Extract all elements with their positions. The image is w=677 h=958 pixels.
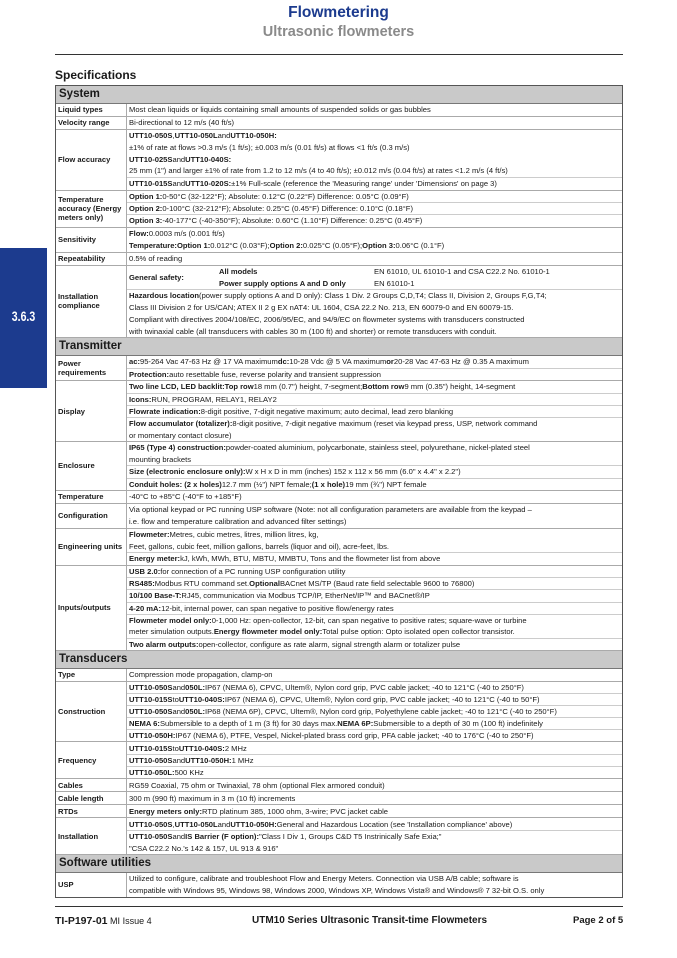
spec-row-cables bbox=[56, 779, 622, 792]
value-segment: UTT10-050L bbox=[174, 131, 218, 141]
value-segment: UTT10-015S bbox=[129, 694, 173, 704]
value-segment: with twinaxial cable (all transducers with cables 30 m (100 ft) and shorter) or remote transducers with conduit. bbox=[129, 326, 497, 336]
row-label: Velocity range bbox=[56, 117, 127, 129]
row-value bbox=[127, 873, 622, 897]
value-line bbox=[127, 368, 622, 380]
value-line bbox=[127, 117, 622, 129]
value-segment: Compliant with directives 2004/108/EC, 2006/95/EC, and 94/9/EC on flowmeter systems with transducers constructed bbox=[129, 315, 525, 325]
value-line bbox=[127, 130, 622, 142]
value-segment: Bi-directional to 12 m/s (40 ft/s) bbox=[129, 118, 235, 128]
value-segment: 20-28 Vac 47-63 Hz @ 0.35 A maximum bbox=[393, 357, 529, 367]
value-segment: Hazardous location bbox=[129, 291, 200, 301]
value-line bbox=[127, 843, 622, 855]
value-line bbox=[127, 805, 622, 817]
value-line bbox=[127, 289, 622, 302]
value-segment: Size (electronic enclosure only): bbox=[129, 467, 246, 477]
value-segment: 0-1,000 Hz: open-collector, 12-bit, can span negative to positive rates; square-wave or turbine bbox=[211, 616, 527, 625]
value-segment: UTT10-050S bbox=[129, 819, 173, 829]
row-value bbox=[127, 491, 622, 503]
value-segment: 95-264 Vac 47-63 Hz @ 17 VA maximum bbox=[139, 357, 278, 367]
value-line bbox=[127, 417, 622, 429]
value-segment: Compression mode propagation, clamp-on bbox=[129, 669, 273, 679]
row-label: Engineering units bbox=[56, 529, 127, 565]
value-segment: compatible with Windows 95, Windows 98, Windows 2000, Windows XP, Windows Vista® and Windows® 7 32-bit O.S. only bbox=[129, 886, 545, 896]
value-segment: 300 m (990 ft) maximum in 3 m (10 ft) increments bbox=[129, 793, 296, 803]
value-line bbox=[127, 873, 622, 885]
spec-row-installation bbox=[56, 818, 622, 855]
row-label: Cable length bbox=[56, 792, 127, 804]
value-line bbox=[127, 465, 622, 477]
value-segment: UTT10-040S: bbox=[185, 154, 232, 164]
value-segment: for connection of a PC running USP configuration utility bbox=[160, 566, 346, 576]
value-segment: UTT10-050S bbox=[129, 832, 173, 842]
value-line bbox=[127, 754, 622, 766]
value-segment: Conduit holes: (2 x holes) bbox=[129, 479, 222, 489]
value-segment: RUN, PROGRAM, RELAY1, RELAY2 bbox=[151, 394, 277, 404]
value-line bbox=[127, 529, 622, 541]
spec-row-cable-length bbox=[56, 792, 622, 805]
value-segment: Submersible to a depth of 1 m (3 ft) for 30 days max. bbox=[159, 719, 338, 729]
value-segment: UTT10-050H: bbox=[129, 731, 176, 741]
value-line bbox=[127, 792, 622, 804]
value-segment: ±1% of rate at flows >0.3 m/s (1 ft/s); ±0.003 m/s (0.01 ft/s) at flows <1 ft/s (0.3 m/s) bbox=[129, 142, 410, 152]
header-divider bbox=[55, 54, 623, 55]
value-line bbox=[127, 516, 622, 528]
value-line bbox=[127, 626, 622, 637]
value-segment: UTT10-050H: bbox=[230, 819, 277, 829]
spec-row-flow-accuracy bbox=[56, 130, 622, 191]
spec-row-engineering-units bbox=[56, 529, 622, 566]
value-line bbox=[127, 356, 622, 367]
spec-row-temperature-accuracy-energy-meters-only bbox=[56, 191, 622, 228]
value-segment: open-collector, configure as rate alarm, signal strength alarm or totalizer pulse bbox=[198, 639, 461, 649]
value-segment: 12-bit, internal power, can span negative to positive flow/energy rates bbox=[161, 603, 394, 613]
value-segment: UTT10-020S: bbox=[185, 179, 232, 189]
value-line bbox=[127, 202, 622, 214]
value-segment: Utilized to configure, calibrate and troubleshoot Flow and Energy Meters. Connection via USB A/B cable; software is bbox=[129, 874, 519, 884]
row-value bbox=[127, 253, 622, 265]
value-segment: 8-digit positive, 7-digit negative maximum; auto decimal, lead zero blanking bbox=[200, 407, 454, 417]
value-segment: Temperature: bbox=[129, 240, 177, 250]
value-segment: Option 1: bbox=[129, 191, 163, 201]
value-line bbox=[127, 818, 622, 830]
value-segment: Class III Division 2 for US/CAN; ATEX II 2 g EX nAT4: UL 1604, CSA 22.2 No. 213, EN 60079-0 and EN 60079-15. bbox=[129, 303, 514, 313]
row-value bbox=[127, 266, 622, 338]
value-segment: -40°C to +85°C (-40°F to +185°F) bbox=[129, 492, 242, 502]
value-line bbox=[127, 541, 622, 553]
value-segment: 0.012°C (0.03°F); bbox=[210, 240, 270, 250]
footer-page-number: Page 2 of 5 bbox=[573, 915, 624, 926]
value-segment: (1 x hole) bbox=[311, 479, 346, 489]
row-value bbox=[127, 130, 622, 190]
value-line bbox=[127, 717, 622, 729]
value-segment: 0.5% of reading bbox=[129, 253, 183, 263]
page-title: Flowmetering bbox=[288, 4, 389, 21]
value-segment: and bbox=[172, 154, 186, 164]
row-label: Sensitivity bbox=[56, 228, 127, 252]
value-line bbox=[127, 766, 622, 778]
value-segment: and bbox=[172, 682, 186, 692]
value-line bbox=[127, 504, 622, 516]
section-tab bbox=[0, 248, 47, 388]
spec-row-enclosure bbox=[56, 442, 622, 491]
row-label: Frequency bbox=[56, 742, 127, 778]
row-label: Power requirements bbox=[56, 356, 127, 380]
value-line bbox=[127, 577, 622, 589]
value-segment: IP67 (NEMA 6), CPVC, Ultem®, Nylon cord grip, PVC cable jacket; -40 to 121°C (-40 to 50°F) bbox=[224, 694, 540, 704]
section-header-transducers: Transducers bbox=[56, 651, 622, 669]
value-segment: i.e. flow and temperature calibration and advanced filter settings) bbox=[129, 517, 347, 527]
value-line bbox=[127, 602, 622, 614]
value-segment: W x H x D in mm (inches) 152 x 112 x 56 mm (6.0" x 4.4" x 2.2") bbox=[245, 467, 461, 477]
value-segment: 050L: bbox=[185, 682, 205, 692]
value-segment: IP67 (NEMA 6), PTFE, Vespel, Nickel-plated brass cord grip, PFA cable jacket; -40 to 176°C (-40 to 250°F) bbox=[175, 731, 534, 741]
value-segment: 0.0003 m/s (0.001 ft/s) bbox=[148, 228, 225, 238]
value-segment: "CSA C22.2 No.'s 142 & 157, UL 913 & 916" bbox=[129, 843, 279, 853]
value-segment: 19 mm (¾") NPT female bbox=[345, 479, 427, 489]
value-segment: auto resettable fuse, reverse polarity and transient suppression bbox=[169, 369, 381, 379]
value-segment: UTT10-050S bbox=[129, 755, 173, 765]
value-segment: and bbox=[172, 706, 186, 716]
value-segment: Flow accumulator (totalizer): bbox=[129, 419, 233, 429]
general-safety-list bbox=[219, 266, 622, 290]
value-segment: IP65 (Type 4) construction: bbox=[129, 443, 226, 453]
value-segment: Flowrate indication: bbox=[129, 407, 201, 417]
spec-row-sensitivity bbox=[56, 228, 622, 253]
value-line bbox=[127, 566, 622, 577]
value-segment: powder-coated aluminium, polycarbonate, stainless steel, polyurethane, nickel-plated steel bbox=[225, 443, 530, 453]
value-segment: to bbox=[172, 743, 179, 753]
footer-product-title: UTM10 Series Ultrasonic Transit-time Flowmeters bbox=[252, 915, 488, 926]
spec-row-power-requirements bbox=[56, 356, 622, 381]
value-segment: 25 mm (1") and larger ±1% of rate from 1.2 to 12 m/s (4 to 40 ft/s); ±0.012 m/s (0.04 ft/s) at rates <1.2 m/s (4 ft/s) bbox=[129, 166, 508, 176]
value-line bbox=[127, 830, 622, 843]
value-line bbox=[127, 729, 622, 741]
value-line bbox=[127, 393, 622, 405]
value-segment: IS Barrier (F option): bbox=[185, 832, 259, 842]
value-line bbox=[127, 405, 622, 417]
value-segment: 10/100 Base-T: bbox=[129, 591, 182, 601]
spec-row-velocity-range bbox=[56, 117, 622, 130]
row-value bbox=[127, 191, 622, 227]
row-label: Installation compliance bbox=[56, 266, 127, 338]
section-header-transmitter: Transmitter bbox=[56, 338, 622, 356]
value-segment: UTT10-050L bbox=[174, 819, 218, 829]
value-segment: 8-digit positive, 7-digit negative maximum (reset via keypad press, USP, network command bbox=[232, 419, 538, 429]
value-segment: IP68 (NEMA 6P), CPVC, Ultem®, Nylon cord grip, Polyethylene cable jacket; -40 to 121°C (-40 to 250°F) bbox=[205, 706, 557, 716]
value-segment: Option 2: bbox=[129, 204, 163, 214]
row-value bbox=[127, 104, 622, 116]
value-line bbox=[127, 214, 622, 226]
value-segment: UTT10-015S bbox=[129, 179, 173, 189]
value-segment: Energy flowmeter model only: bbox=[213, 627, 323, 637]
row-label: Configuration bbox=[56, 504, 127, 528]
value-segment: and bbox=[172, 179, 186, 189]
row-label: Construction bbox=[56, 682, 127, 742]
value-line bbox=[127, 177, 622, 190]
value-line bbox=[127, 742, 622, 753]
row-label: RTDs bbox=[56, 805, 127, 817]
row-value bbox=[127, 792, 622, 804]
value-segment: Via optional keypad or PC running USP software (Note: not all configuration parameters are available from the keypad – bbox=[129, 505, 532, 515]
value-segment: Flowmeter model only: bbox=[129, 616, 212, 625]
value-segment: Option 1: bbox=[176, 240, 211, 250]
value-segment: RTD platinum 385, 1000 ohm, 3-wire; PVC jacket cable bbox=[202, 806, 389, 816]
value-segment: Two line LCD, LED backlit: bbox=[129, 382, 225, 392]
value-segment: meter simulation outputs. bbox=[129, 627, 214, 637]
row-value bbox=[127, 742, 622, 778]
value-line bbox=[127, 442, 622, 453]
value-segment: 10-28 Vdc @ 5 VA maximum bbox=[289, 357, 387, 367]
footer-issue: Issue 4 bbox=[122, 916, 152, 926]
value-segment: 1 MHz bbox=[231, 755, 254, 765]
value-line bbox=[127, 705, 622, 717]
value-segment: 0.025°C (0.05°F); bbox=[302, 240, 363, 250]
value-line bbox=[127, 669, 622, 681]
row-label: USP bbox=[56, 873, 127, 897]
value-segment: Option 3: bbox=[129, 216, 163, 226]
value-segment: and bbox=[172, 832, 186, 842]
row-value bbox=[127, 228, 622, 252]
value-segment: ac: bbox=[129, 357, 140, 367]
value-segment: 9 mm (0.35") height, 14-segment bbox=[404, 382, 516, 392]
row-value bbox=[127, 442, 622, 490]
value-segment: BACnet MS/TP (Baud rate field selectable 9600 to 76800) bbox=[279, 579, 475, 589]
footer-mi: MI bbox=[110, 916, 121, 926]
row-value bbox=[127, 356, 622, 380]
section-tab-label: 3.6.3 bbox=[11, 309, 36, 324]
value-segment: Submersible to a depth of 30 m (100 ft) indefinitely bbox=[373, 719, 543, 729]
spec-row-type bbox=[56, 669, 622, 682]
section-header-system: System bbox=[56, 86, 622, 104]
value-segment: General and Hazardous Location (see 'Installation compliance' above) bbox=[276, 819, 513, 829]
value-segment: , bbox=[172, 819, 175, 829]
value-line bbox=[127, 682, 622, 693]
value-segment: UTT10-050S bbox=[129, 706, 173, 716]
value-segment: mounting brackets bbox=[129, 454, 192, 464]
value-segment: "Class I Div 1, Groups C&D T5 Instrinically Safe Exia;" bbox=[258, 832, 442, 842]
general-safety-label: General safety: bbox=[129, 272, 184, 282]
value-segment: dc: bbox=[277, 357, 290, 367]
general-safety-item bbox=[219, 266, 622, 278]
value-line bbox=[127, 491, 622, 503]
safety-standard: EN 61010, UL 61010-1 and CSA C22.2 No. 61010-1 bbox=[374, 266, 550, 276]
row-value bbox=[127, 529, 622, 565]
safety-standard: EN 61010-1 bbox=[374, 278, 415, 288]
value-segment: 2 MHz bbox=[224, 743, 247, 753]
spec-row-display bbox=[56, 381, 622, 442]
value-segment: NEMA 6P: bbox=[337, 719, 374, 729]
value-segment: Total pulse option: Opto isolated open collector transistor. bbox=[322, 627, 515, 637]
value-segment: Option 2: bbox=[269, 240, 303, 250]
value-segment: -40-177°C (-40-350°F); Absolute: 0.60°C (1.10°F) Difference: 0.25°C (0.45°F) bbox=[162, 216, 423, 226]
value-line bbox=[127, 104, 622, 116]
row-label: Display bbox=[56, 381, 127, 441]
row-value bbox=[127, 818, 622, 854]
spec-row-repeatability bbox=[56, 253, 622, 266]
value-segment: Top row bbox=[224, 382, 254, 392]
value-segment: 4-20 mA: bbox=[129, 603, 162, 613]
row-value bbox=[127, 381, 622, 441]
row-value bbox=[127, 779, 622, 791]
value-line bbox=[127, 430, 622, 441]
value-segment: Flowmeter: bbox=[129, 530, 170, 540]
value-segment: Two alarm outputs: bbox=[129, 639, 199, 649]
row-value bbox=[127, 504, 622, 528]
value-segment: Metres, cubic metres, litres, million litres, kg, bbox=[169, 530, 319, 540]
spec-row-inputs-outputs bbox=[56, 566, 622, 651]
value-line bbox=[127, 165, 622, 177]
value-segment: or momentary contact closure) bbox=[129, 430, 232, 440]
value-segment: to bbox=[172, 694, 179, 704]
value-segment: Most clean liquids or liquids containing small amounts of suspended solids or gas bubbles bbox=[129, 105, 431, 115]
row-value bbox=[127, 805, 622, 817]
value-segment: 18 mm (0.7") height, 7-segment; bbox=[253, 382, 363, 392]
row-label: Temperature accuracy (Energy meters only) bbox=[56, 191, 127, 227]
value-segment: UTT10-050S bbox=[129, 131, 173, 141]
value-line bbox=[127, 454, 622, 465]
specifications-heading: Specifications bbox=[55, 68, 137, 82]
value-segment: 050L: bbox=[185, 706, 205, 716]
value-line bbox=[127, 885, 622, 897]
general-safety bbox=[127, 266, 622, 290]
value-line bbox=[127, 228, 622, 240]
row-label: Cables bbox=[56, 779, 127, 791]
row-label: Installation bbox=[56, 818, 127, 854]
row-label: Type bbox=[56, 669, 127, 681]
safety-scope: All models bbox=[219, 266, 258, 276]
spec-row-temperature bbox=[56, 491, 622, 504]
value-segment: and bbox=[217, 819, 231, 829]
value-segment: Feet, gallons, cubic feet, million gallons, barrels (liquor and oil), acre-feet, lbs. bbox=[129, 541, 389, 551]
value-line bbox=[127, 589, 622, 601]
value-line bbox=[127, 779, 622, 791]
value-segment: NEMA 6: bbox=[129, 719, 160, 729]
value-segment: 0-50°C (32-122°F); Absolute: 0.12°C (0.22°F) Difference: 0.05°C (0.09°F) bbox=[162, 191, 409, 201]
row-label: Temperature bbox=[56, 491, 127, 503]
value-segment: UTT10-050H: bbox=[230, 131, 277, 141]
row-label: Repeatability bbox=[56, 253, 127, 265]
page-subtitle: Ultrasonic flowmeters bbox=[262, 24, 415, 40]
value-line bbox=[127, 381, 622, 392]
value-segment: 0-100°C (32-212°F); Absolute: 0.25°C (0.45°F) Difference: 0.10°C (0.18°F) bbox=[162, 204, 413, 214]
value-segment: Modbus RTU command set. bbox=[154, 579, 250, 589]
value-line bbox=[127, 693, 622, 705]
value-line bbox=[127, 253, 622, 265]
value-segment: USB 2.0: bbox=[129, 566, 161, 576]
spec-row-configuration bbox=[56, 504, 622, 529]
row-value bbox=[127, 669, 622, 681]
value-segment: UTT10-050H: bbox=[185, 755, 232, 765]
value-segment: RG59 Coaxial, 75 ohm or Twinaxial, 78 ohm (optional Flex armored conduit) bbox=[129, 780, 385, 790]
safety-scope: Power supply options A and D only bbox=[219, 278, 346, 288]
spec-row-installation-compliance bbox=[56, 266, 622, 339]
value-line bbox=[127, 314, 622, 326]
spec-row-frequency bbox=[56, 742, 622, 779]
value-segment: Flow: bbox=[129, 228, 149, 238]
value-segment: 0.06°C (0.1°F) bbox=[395, 240, 445, 250]
value-segment: kJ, kWh, MWh, BTU, MBTU, MMBTU, Tons and the flowmeter list from above bbox=[180, 554, 441, 564]
spec-row-usp bbox=[56, 873, 622, 897]
value-segment: and bbox=[217, 131, 231, 141]
value-segment: , bbox=[172, 131, 175, 141]
value-line bbox=[127, 614, 622, 626]
value-segment: IP67 (NEMA 6), CPVC, Ultem®, Nylon cord grip, PVC cable jacket; -40 to 121°C (-40 to 250°F) bbox=[205, 682, 524, 692]
value-line bbox=[127, 326, 622, 338]
value-line bbox=[127, 638, 622, 650]
value-segment: RJ45, communication via Modbus TCP/IP, EtherNet/IP™ and BACnet®/IP bbox=[181, 591, 430, 601]
value-segment: UTT10-025S bbox=[129, 154, 173, 164]
value-segment: Protection: bbox=[129, 369, 170, 379]
spec-row-liquid-types bbox=[56, 104, 622, 117]
row-value bbox=[127, 566, 622, 650]
footer-doc-ref bbox=[55, 915, 152, 927]
value-segment: 12.7 mm (½") NPT female; bbox=[221, 479, 312, 489]
value-segment: Optional bbox=[249, 579, 280, 589]
value-segment: (power supply options A and D only): Class 1 Div. 2 Groups C,D,T4; Class II, Division 2, Groups F,G,T4; bbox=[199, 291, 547, 301]
value-line bbox=[127, 478, 622, 490]
value-segment: Energy meters only: bbox=[129, 806, 203, 816]
value-segment: Bottom row bbox=[362, 382, 405, 392]
spec-row-construction bbox=[56, 682, 622, 743]
value-segment: ±1% Full-scale (reference the 'Measuring range' under 'Dimensions' on page 3) bbox=[231, 179, 497, 189]
value-segment: Option 3: bbox=[362, 240, 396, 250]
row-label: Flow accuracy bbox=[56, 130, 127, 190]
value-segment: 500 KHz bbox=[174, 768, 204, 778]
spec-row-rtds bbox=[56, 805, 622, 818]
value-line bbox=[127, 191, 622, 202]
value-segment: Icons: bbox=[129, 394, 152, 404]
row-value bbox=[127, 682, 622, 742]
value-segment: UTT10-050S bbox=[129, 682, 173, 692]
footer-doc-number: TI-P197-01 bbox=[55, 915, 108, 927]
footer-divider bbox=[55, 906, 623, 907]
value-segment: RS485: bbox=[129, 579, 155, 589]
spec-table bbox=[55, 85, 623, 898]
value-line bbox=[127, 240, 622, 252]
value-segment: UTT10-015S bbox=[129, 743, 173, 753]
value-segment: UTT10-040S: bbox=[178, 743, 225, 753]
general-safety-item bbox=[219, 277, 622, 289]
row-label: Enclosure bbox=[56, 442, 127, 490]
section-header-software-utilities: Software utilities bbox=[56, 855, 622, 873]
value-line bbox=[127, 302, 622, 314]
value-segment: Energy meter: bbox=[129, 554, 181, 564]
value-segment: UTT10-040S: bbox=[178, 694, 225, 704]
row-label: Liquid types bbox=[56, 104, 127, 116]
value-line bbox=[127, 142, 622, 154]
row-label: Inputs/outputs bbox=[56, 566, 127, 650]
value-line bbox=[127, 552, 622, 565]
value-segment: UTT10-050L: bbox=[129, 768, 175, 778]
row-value bbox=[127, 117, 622, 129]
value-segment: or bbox=[386, 357, 394, 367]
value-segment: and bbox=[172, 755, 186, 765]
value-line bbox=[127, 153, 622, 165]
